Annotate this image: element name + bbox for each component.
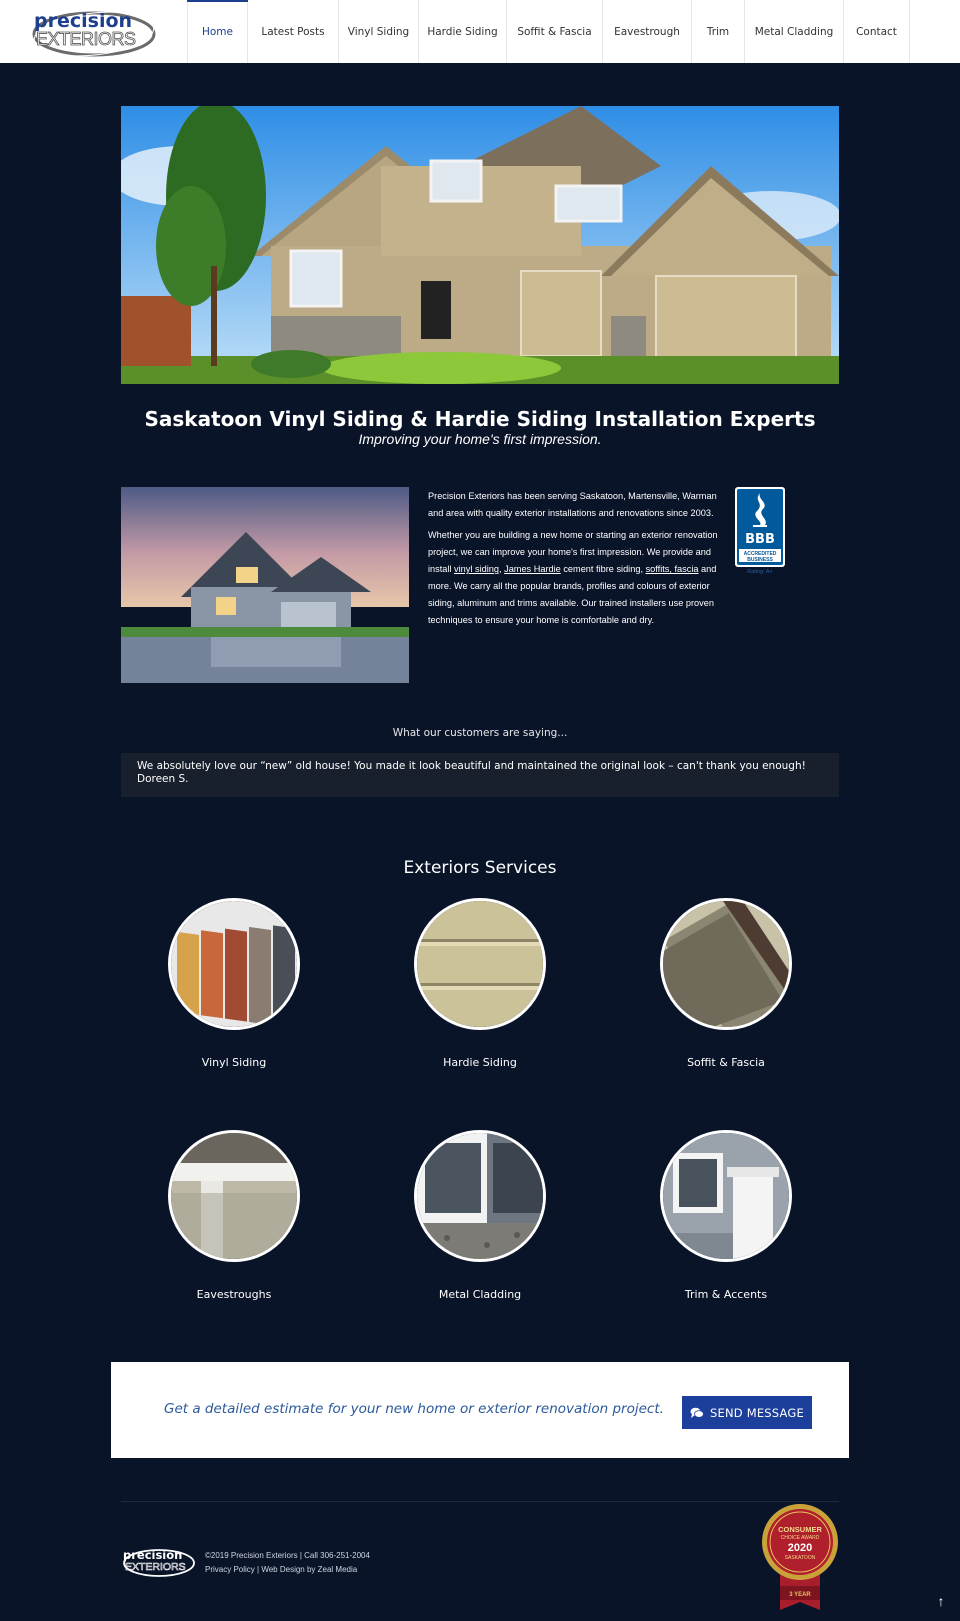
intro-paragraph-2 xyxy=(428,527,718,629)
footer-links[interactable]: Privacy Policy | Web Design by Zeal Media xyxy=(205,1565,358,1574)
svg-text:2020: 2020 xyxy=(787,1542,813,1554)
service-trim-accents[interactable] xyxy=(636,1130,816,1301)
service-label[interactable]: Eavestroughs xyxy=(196,1288,272,1301)
service-hardie-siding[interactable] xyxy=(390,898,570,1069)
svg-text:ACCREDITED: ACCREDITED xyxy=(743,551,777,557)
page-title: Saskatoon Vinyl Siding & Hardie Siding Installation Experts xyxy=(144,407,816,431)
svg-text:precision: precision xyxy=(34,10,133,32)
nav-item-soffit-fascia[interactable]: Soffit & Fascia xyxy=(507,0,603,63)
estimate-text: Get a detailed estimate for your new home or exterior renovation project. xyxy=(164,1401,664,1417)
hardie-siding-image[interactable] xyxy=(414,898,546,1030)
svg-text:precision: precision xyxy=(123,1548,183,1562)
intro-text xyxy=(428,488,718,634)
vinyl-siding-link[interactable]: vinyl siding xyxy=(454,564,499,574)
metal-cladding-image[interactable] xyxy=(414,1130,546,1262)
send-message-button[interactable] xyxy=(682,1396,812,1429)
services-title: Exteriors Services xyxy=(403,858,557,878)
footer-divider xyxy=(121,1501,839,1502)
back-to-top-button[interactable] xyxy=(930,1590,952,1612)
svg-text:CONSUMER: CONSUMER xyxy=(778,1525,822,1534)
main-nav xyxy=(187,0,910,63)
intro-house-photo xyxy=(121,487,409,683)
service-soffit-fascia[interactable] xyxy=(636,898,816,1069)
svg-text:EXTERIORS: EXTERIORS xyxy=(36,29,136,49)
soffit-fascia-image[interactable] xyxy=(660,898,792,1030)
service-label[interactable]: Soffit & Fascia xyxy=(687,1056,765,1069)
footer-logo[interactable] xyxy=(121,1544,196,1578)
james-hardie-link[interactable]: James Hardie xyxy=(504,564,561,574)
nav-item-trim[interactable]: Trim xyxy=(692,0,745,63)
intro-text-segment: Whether you are building a new home or starting an exterior renovation project, we can improve your home's first impression. We provide and install xyxy=(428,530,718,574)
eavestroughs-image[interactable] xyxy=(168,1130,300,1262)
send-message-label: SEND MESSAGE xyxy=(710,1405,804,1420)
svg-text:Rating: A+: Rating: A+ xyxy=(747,569,773,575)
trim-accents-image[interactable] xyxy=(660,1130,792,1262)
footer-copyright: ©2019 Precision Exteriors | Call 306-251-2004 xyxy=(205,1551,370,1560)
testimonials-heading: What our customers are saying... xyxy=(392,727,568,739)
footer-text xyxy=(205,1549,370,1577)
service-eavestroughs[interactable] xyxy=(144,1130,324,1301)
nav-item-latest-posts[interactable]: Latest Posts xyxy=(248,0,339,63)
service-metal-cladding[interactable] xyxy=(390,1130,570,1301)
nav-item-hardie-siding[interactable]: Hardie Siding xyxy=(419,0,507,63)
chat-icon xyxy=(690,1407,704,1419)
testimonial-author: Doreen S. xyxy=(137,772,189,785)
svg-text:BBB: BBB xyxy=(745,532,775,547)
nav-item-home[interactable]: Home xyxy=(188,0,248,63)
consumer-choice-award-badge xyxy=(758,1502,842,1612)
intro-text-segment: cement fibre siding, xyxy=(560,564,646,574)
nav-item-metal-cladding[interactable]: Metal Cladding xyxy=(745,0,844,63)
service-vinyl-siding[interactable] xyxy=(144,898,324,1069)
testimonial-quote: We absolutely love our “new” old house! You made it look beautiful and maintained the original look – can't thank you enough! xyxy=(137,760,806,772)
soffits-fascia-link[interactable]: soffits, fascia xyxy=(645,564,699,574)
service-label[interactable]: Trim & Accents xyxy=(684,1288,768,1301)
service-label[interactable]: Vinyl Siding xyxy=(201,1056,267,1069)
nav-item-eavestrough[interactable]: Eavestrough xyxy=(603,0,692,63)
site-logo[interactable] xyxy=(30,4,158,58)
vinyl-siding-image[interactable] xyxy=(168,898,300,1030)
nav-item-contact[interactable]: Contact xyxy=(844,0,910,63)
intro-paragraph-1: Precision Exteriors has been serving Saskatoon, Martensville, Warman and area with quality exterior installations and renovations since 2003. xyxy=(428,491,717,518)
intro-text-segment: , xyxy=(498,564,505,574)
page-tagline: Improving your home's first impression. xyxy=(358,431,602,447)
site-header xyxy=(0,0,960,63)
service-label[interactable]: Metal Cladding xyxy=(438,1288,522,1301)
svg-text:3 YEAR: 3 YEAR xyxy=(789,1592,811,1598)
svg-text:BUSINESS: BUSINESS xyxy=(747,557,773,563)
svg-text:CHOICE AWARD: CHOICE AWARD xyxy=(780,1535,820,1541)
nav-item-vinyl-siding[interactable]: Vinyl Siding xyxy=(339,0,419,63)
intro-text-segment: and more. We carry all the popular brands, profiles and colours of exterior siding, aluminum and trims available. Our trained installers use proven techniques to ensure your home is comfortable and dry. xyxy=(428,564,717,625)
testimonial-card xyxy=(121,753,839,797)
service-label[interactable]: Hardie Siding xyxy=(443,1056,517,1069)
svg-text:SASKATOON: SASKATOON xyxy=(784,1555,816,1561)
bbb-badge[interactable] xyxy=(735,487,785,575)
arrow-up-icon: ↑ xyxy=(937,1593,945,1609)
svg-text:EXTERIORS: EXTERIORS xyxy=(125,1561,186,1573)
estimate-banner xyxy=(111,1362,849,1458)
hero-image xyxy=(121,106,839,384)
